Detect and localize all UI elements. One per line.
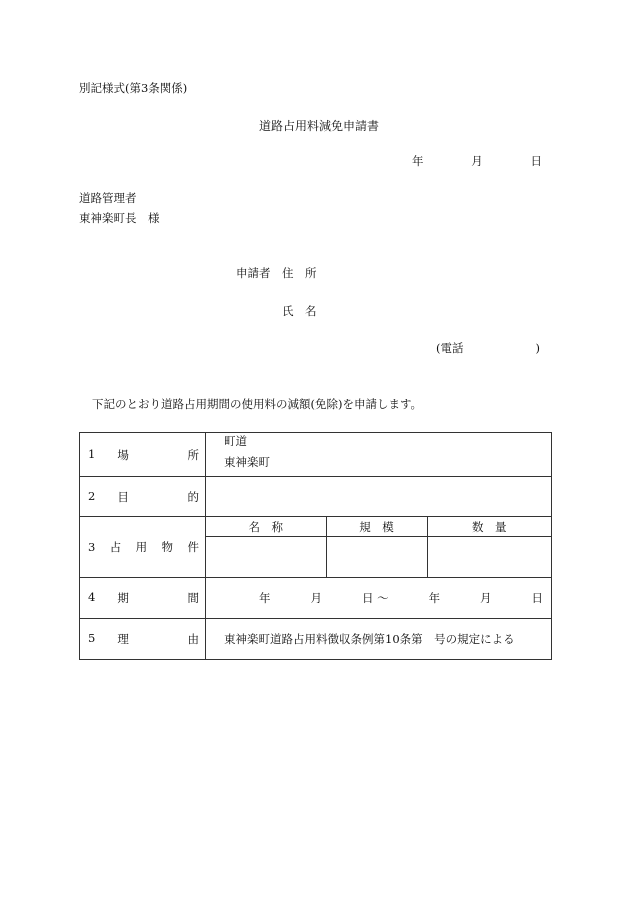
location-line2: 東神楽町	[224, 454, 270, 469]
applicant-role: 申請者	[236, 266, 271, 280]
table-row-location	[80, 433, 552, 477]
label-period: 4 期 間	[80, 578, 206, 619]
object-col-quantity: 数 量	[427, 517, 551, 537]
telephone-line	[436, 343, 540, 355]
purpose-value	[206, 477, 552, 517]
object-subtable	[206, 517, 551, 577]
table-row-object	[80, 517, 552, 578]
label-reason: 5 理 由	[80, 619, 206, 660]
application-table	[79, 432, 552, 660]
table-row-reason	[80, 619, 552, 660]
statement-text: 下記のとおり道路占用期間の使用料の減額(免除)を申請します。	[92, 397, 423, 411]
addressee-line2: 東神楽町長 様	[79, 211, 160, 225]
object-col-scale: 規 模	[326, 517, 427, 537]
object-col-name: 名 称	[206, 517, 326, 537]
label-object: 3 占 用 物 件	[80, 517, 206, 578]
date-month-label: 月	[471, 154, 483, 168]
object-name-cell	[206, 537, 326, 578]
telephone-close: )	[535, 341, 540, 355]
date-line	[412, 156, 542, 168]
reason-value: 東神楽町道路占用料徴収条例第10条第 号の規定による	[206, 619, 552, 660]
addressee-line1: 道路管理者	[79, 191, 137, 205]
date-year-label: 年	[412, 154, 424, 168]
applicant-address-label: 住 所	[282, 266, 317, 280]
object-value	[206, 517, 552, 578]
table-row-period	[80, 578, 552, 619]
form-reference: 別記様式(第3条関係)	[79, 81, 188, 95]
label-location: 1 場 所	[80, 433, 206, 477]
telephone-open: (電話	[436, 341, 464, 355]
applicant-name-label: 氏 名	[282, 304, 317, 318]
location-line1: 町道	[224, 434, 247, 448]
label-purpose: 2 目 的	[80, 477, 206, 517]
location-value	[206, 433, 552, 477]
object-scale-cell	[326, 537, 427, 578]
table-row-purpose	[80, 477, 552, 517]
date-day-label: 日	[530, 154, 542, 168]
object-quantity-cell	[427, 537, 551, 578]
period-value: 年 月 日 〜 年 月 日	[206, 578, 552, 619]
document-title: 道路占用料減免申請書	[259, 119, 380, 133]
